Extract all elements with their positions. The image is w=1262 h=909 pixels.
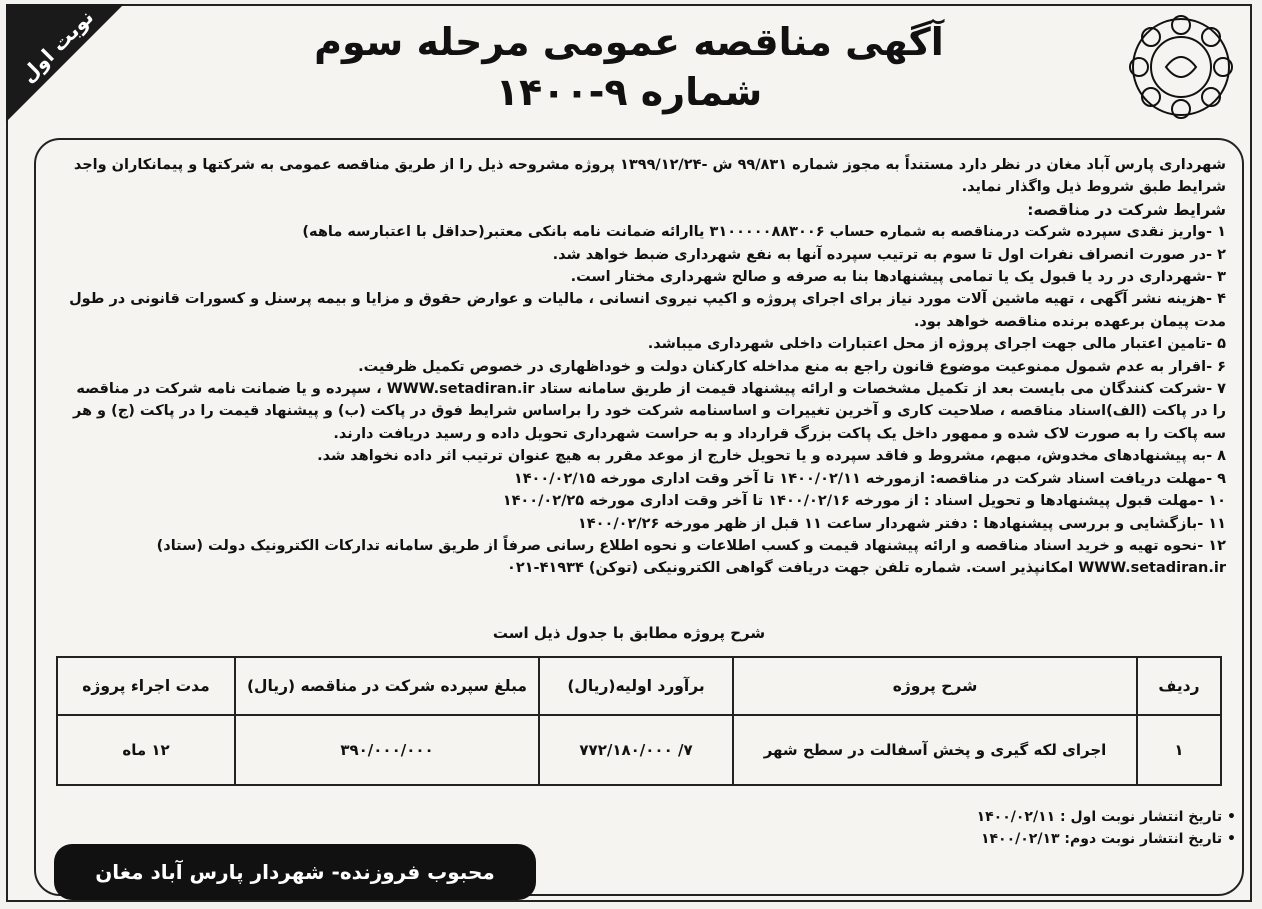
header [8, 6, 1250, 136]
condition-item: ۹ -مهلت دریافت اسناد شرکت در مناقصه: ازمورخه ۱۴۰۰/۰۲/۱۱ تا آخر وقت اداری مورخه ۱۴۰۰/۰۲/۱۵ [513, 470, 1226, 487]
body-text [64, 154, 1226, 580]
corner-badge-label: نوبت اول [15, 4, 99, 88]
project-table [56, 656, 1222, 786]
page-title: آگهی مناقصه عمومی مرحله سوم [314, 20, 944, 64]
publication-date-second: • تاریخ انتشار نوبت دوم: ۱۴۰۰/۰۲/۱۳ [980, 831, 1236, 847]
signature-bar [54, 844, 536, 900]
column-header: مبلغ سپرده شرکت در مناقصه (ریال) [235, 657, 539, 715]
column-header: مدت اجراء پروژه [57, 657, 235, 715]
advertisement-frame [6, 4, 1252, 902]
column-header: برآورد اولیه(ریال) [539, 657, 733, 715]
table-cell: ۱۲ ماه [57, 715, 235, 785]
condition-item: ۱۲ -نحوه تهیه و خرید اسناد مناقصه و ارائه پیشنهاد قیمت و کسب اطلاعات و نحوه اطلاع رسانی صرفاً از طریق سامانه تدارکات الکترونیک دولت (ستاد) WWW.setadiran.ir امکانپذیر است. شماره تلفن جهت دریافت گواهی الکترونیکی (توکن) ۴۱۹۳۴-۰۲۱ [156, 537, 1226, 577]
condition-item: ۱ -واریز نقدی سپرده شرکت درمناقصه به شماره حساب ۳۱۰۰۰۰۰۸۸۳۰۰۶ یاارائه ضمانت نامه بانکی معتبر(حداقل با اعتبارسه ماهه) [302, 224, 1226, 241]
column-header: شرح پروژه [733, 657, 1137, 715]
table-header-row [57, 657, 1221, 715]
condition-item: ۵ -تامین اعتبار مالی جهت اجرای پروژه از محل اعتبارات داخلی شهرداری میباشد. [647, 336, 1226, 353]
condition-item: ۱۱ -بازگشایی و بررسی پیشنهادها : دفتر شهردار ساعت ۱۱ قبل از ظهر مورخه ۱۴۰۰/۰۲/۲۶ [577, 515, 1226, 532]
condition-item: ۶ -اقرار به عدم شمول ممنوعیت موضوع قانون راجع به منع مداخله کارکنان دولت و خوداظهاری در خصوص تکمیل ظرفیت. [358, 358, 1226, 375]
conditions-heading: شرایط شرکت در مناقصه: [1027, 200, 1226, 219]
table-cell: ۳۹۰/۰۰۰/۰۰۰ [235, 715, 539, 785]
intro-paragraph: شهرداری پارس آباد مغان در نظر دارد مستنداً به مجوز شماره ۹۹/۸۳۱ ش -۱۳۹۹/۱۲/۲۴ پروژه مشروحه ذیل را از طریق مناقصه عمومی به شرکتها و پیمانکاران واجد شرایط طبق شروط ذیل واگذار نماید. [73, 157, 1226, 196]
condition-item: ۴ -هزینه نشر آگهی ، تهیه ماشین آلات مورد نیاز برای اجرای پروژه و اکیپ نیروی انسانی ، مالیات و عوارض حقوق و مزایا و بیمه پرسنل و کسورات قانونی در طول مدت پیمان برعهده برنده مناقصه خواهد بود. [69, 291, 1226, 330]
table-cell: اجرای لکه گیری و پخش آسفالت در سطح شهر [733, 715, 1137, 785]
condition-item: ۲ -در صورت انصراف نفرات اول تا سوم به ترتیب سپرده آنها به نفع شهرداری ضبط خواهد شد. [552, 246, 1226, 263]
condition-item: ۸ -به پیشنهادهای مخدوش، مبهم، مشروط و فاقد سپرده و یا تحویل خارج از موعد مقرر به هیچ عنوان ترتیب اثر داده نخواهد شد. [317, 448, 1226, 465]
signature-text: محبوب فروزنده- شهردار پارس آباد مغان [95, 860, 495, 884]
condition-item: ۳ -شهرداری در رد یا قبول یک یا تمامی پیشنهادها بنا به صرفه و صالح شهرداری مختار است. [570, 269, 1226, 286]
condition-item: ۱۰ -مهلت قبول پیشنهادها و تحویل اسناد : از مورخه ۱۴۰۰/۰۲/۱۶ تا آخر وقت اداری مورخه ۱۴۰۰/۰۲/۲۵ [502, 493, 1226, 510]
tender-number: شماره ۹-۱۴۰۰ [495, 70, 763, 114]
publication-date-first: • تاریخ انتشار نوبت اول : ۱۴۰۰/۰۲/۱۱ [976, 809, 1236, 825]
table-cell: ۱ [1137, 715, 1221, 785]
publication-dates [977, 806, 1236, 850]
table-title: شرح پروژه مطابق با جدول ذیل است [492, 624, 766, 642]
table-row [57, 715, 1221, 785]
column-header: ردیف [1137, 657, 1221, 715]
condition-item: ۷ -شرکت کنندگان می بایست بعد از تکمیل مشخصات و ارائه پیشنهاد قیمت از طریق سامانه ستاد WWW.setadiran.ir ، سپرده و یا ضمانت نامه شرکت در مناقصه را در پاکت (الف)اسناد مناقصه ، صلاحیت کاری و آخرین تغییرات و اساسنامه شرکت خود را براساس شرایط فوق در پاکت (ب) و پیشنهاد قیمت را در پاکت (ج) و هر سه پاکت را به صورت لاک شده و ممهور داخل یک پاکت بزرگ قرارداد و به حراست شهرداری تحویل داده و رسید دریافت دارند. [72, 381, 1226, 442]
table-cell: ۷/ ۷۷۲/۱۸۰/۰۰۰ [539, 715, 733, 785]
